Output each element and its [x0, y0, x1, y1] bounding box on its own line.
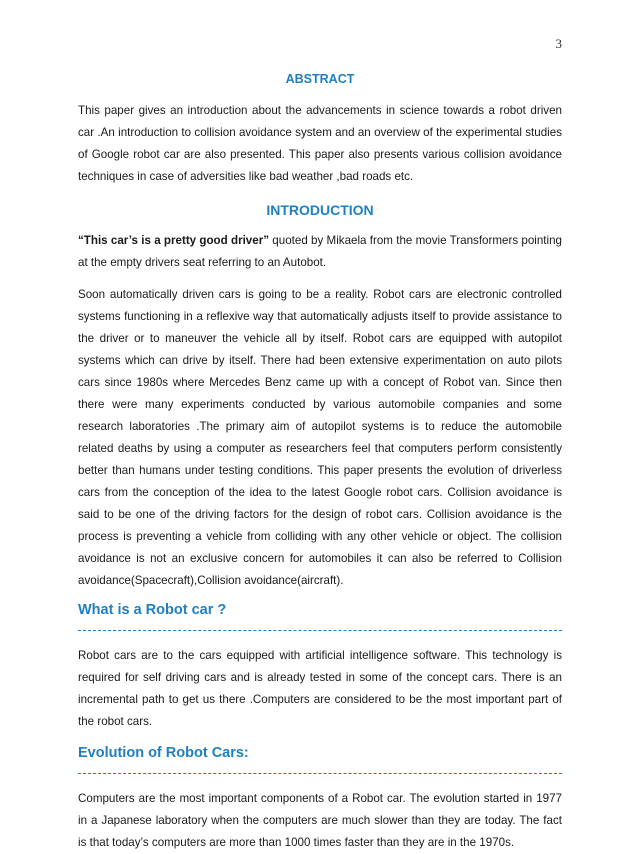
abstract-paragraph: This paper gives an introduction about the advancements in science towards a robot driven car .An introduction to collision avoidance system and an overview of the experimental studies of Google robot car are also presented. This paper also presents various collision avoidance techniques in case of adversities like bad weather ,bad roads etc. [78, 104, 562, 183]
intro-paragraph: Soon automatically driven cars is going to be a reality. Robot cars are electronic controlled systems functioning in a reflexive way that automatically adjusts itself to provide assistance to the driver or to maneuver the vehicle all by itself. Robot cars are equipped with autopilot systems which can drive by itself. There had been extensive experimentation on auto pilots cars since 1980s where Mercedes Benz came up with a concept of Robot van. Since then there were many experiments conducted by various automobile companies and some research laboratories .The primary aim of autopilot systems is to reduce the automobile related deaths by using a computer as researchers feel that computers perform consistently better than humans under testing conditions. This paper presents the evolution of driverless cars from the conception of the idea to the latest Google robot cars. Collision avoidance is said to be one of the driving factors for the design of robot cars. Collision avoidance is the process is preventing a vehicle from colliding with any other vehicle or object. The collision avoidance is not an exclusive concern for automobiles it can also be referred to Collision avoidance(Spacecraft),Collision avoidance(aircraft). [78, 288, 562, 587]
document-body [78, 72, 562, 854]
section-divider [78, 630, 562, 631]
abstract-heading: ABSTRACT [285, 72, 355, 86]
page-number: 3 [555, 36, 562, 51]
intro-quote: “This car’s is a pretty good driver” [78, 234, 270, 247]
section-divider [78, 773, 562, 774]
evolution-paragraph: Computers are the most important components of a Robot car. The evolution started in 1977 in a Japanese laboratory when the computers are much slower than they are today. The fact is that today’s computers are more than 1000 times faster than they are in the 1970s. [78, 792, 562, 849]
introduction-heading: INTRODUCTION [266, 202, 374, 218]
robot-car-heading: What is a Robot car ? [78, 602, 227, 618]
evolution-heading: Evolution of Robot Cars: [78, 745, 249, 761]
intro-quote-rest: quoted by Mikaela from the movie Transformers pointing at the empty drivers seat referring to an Autobot. [78, 234, 562, 269]
intro-quote-paragraph [78, 230, 562, 274]
robot-car-paragraph: Robot cars are to the cars equipped with artificial intelligence software. This technology is required for self driving cars and is already tested in some of the concept cars. There is an incremental path to get us there .Computers are considered to be the most important part of the robot cars. [78, 649, 562, 728]
